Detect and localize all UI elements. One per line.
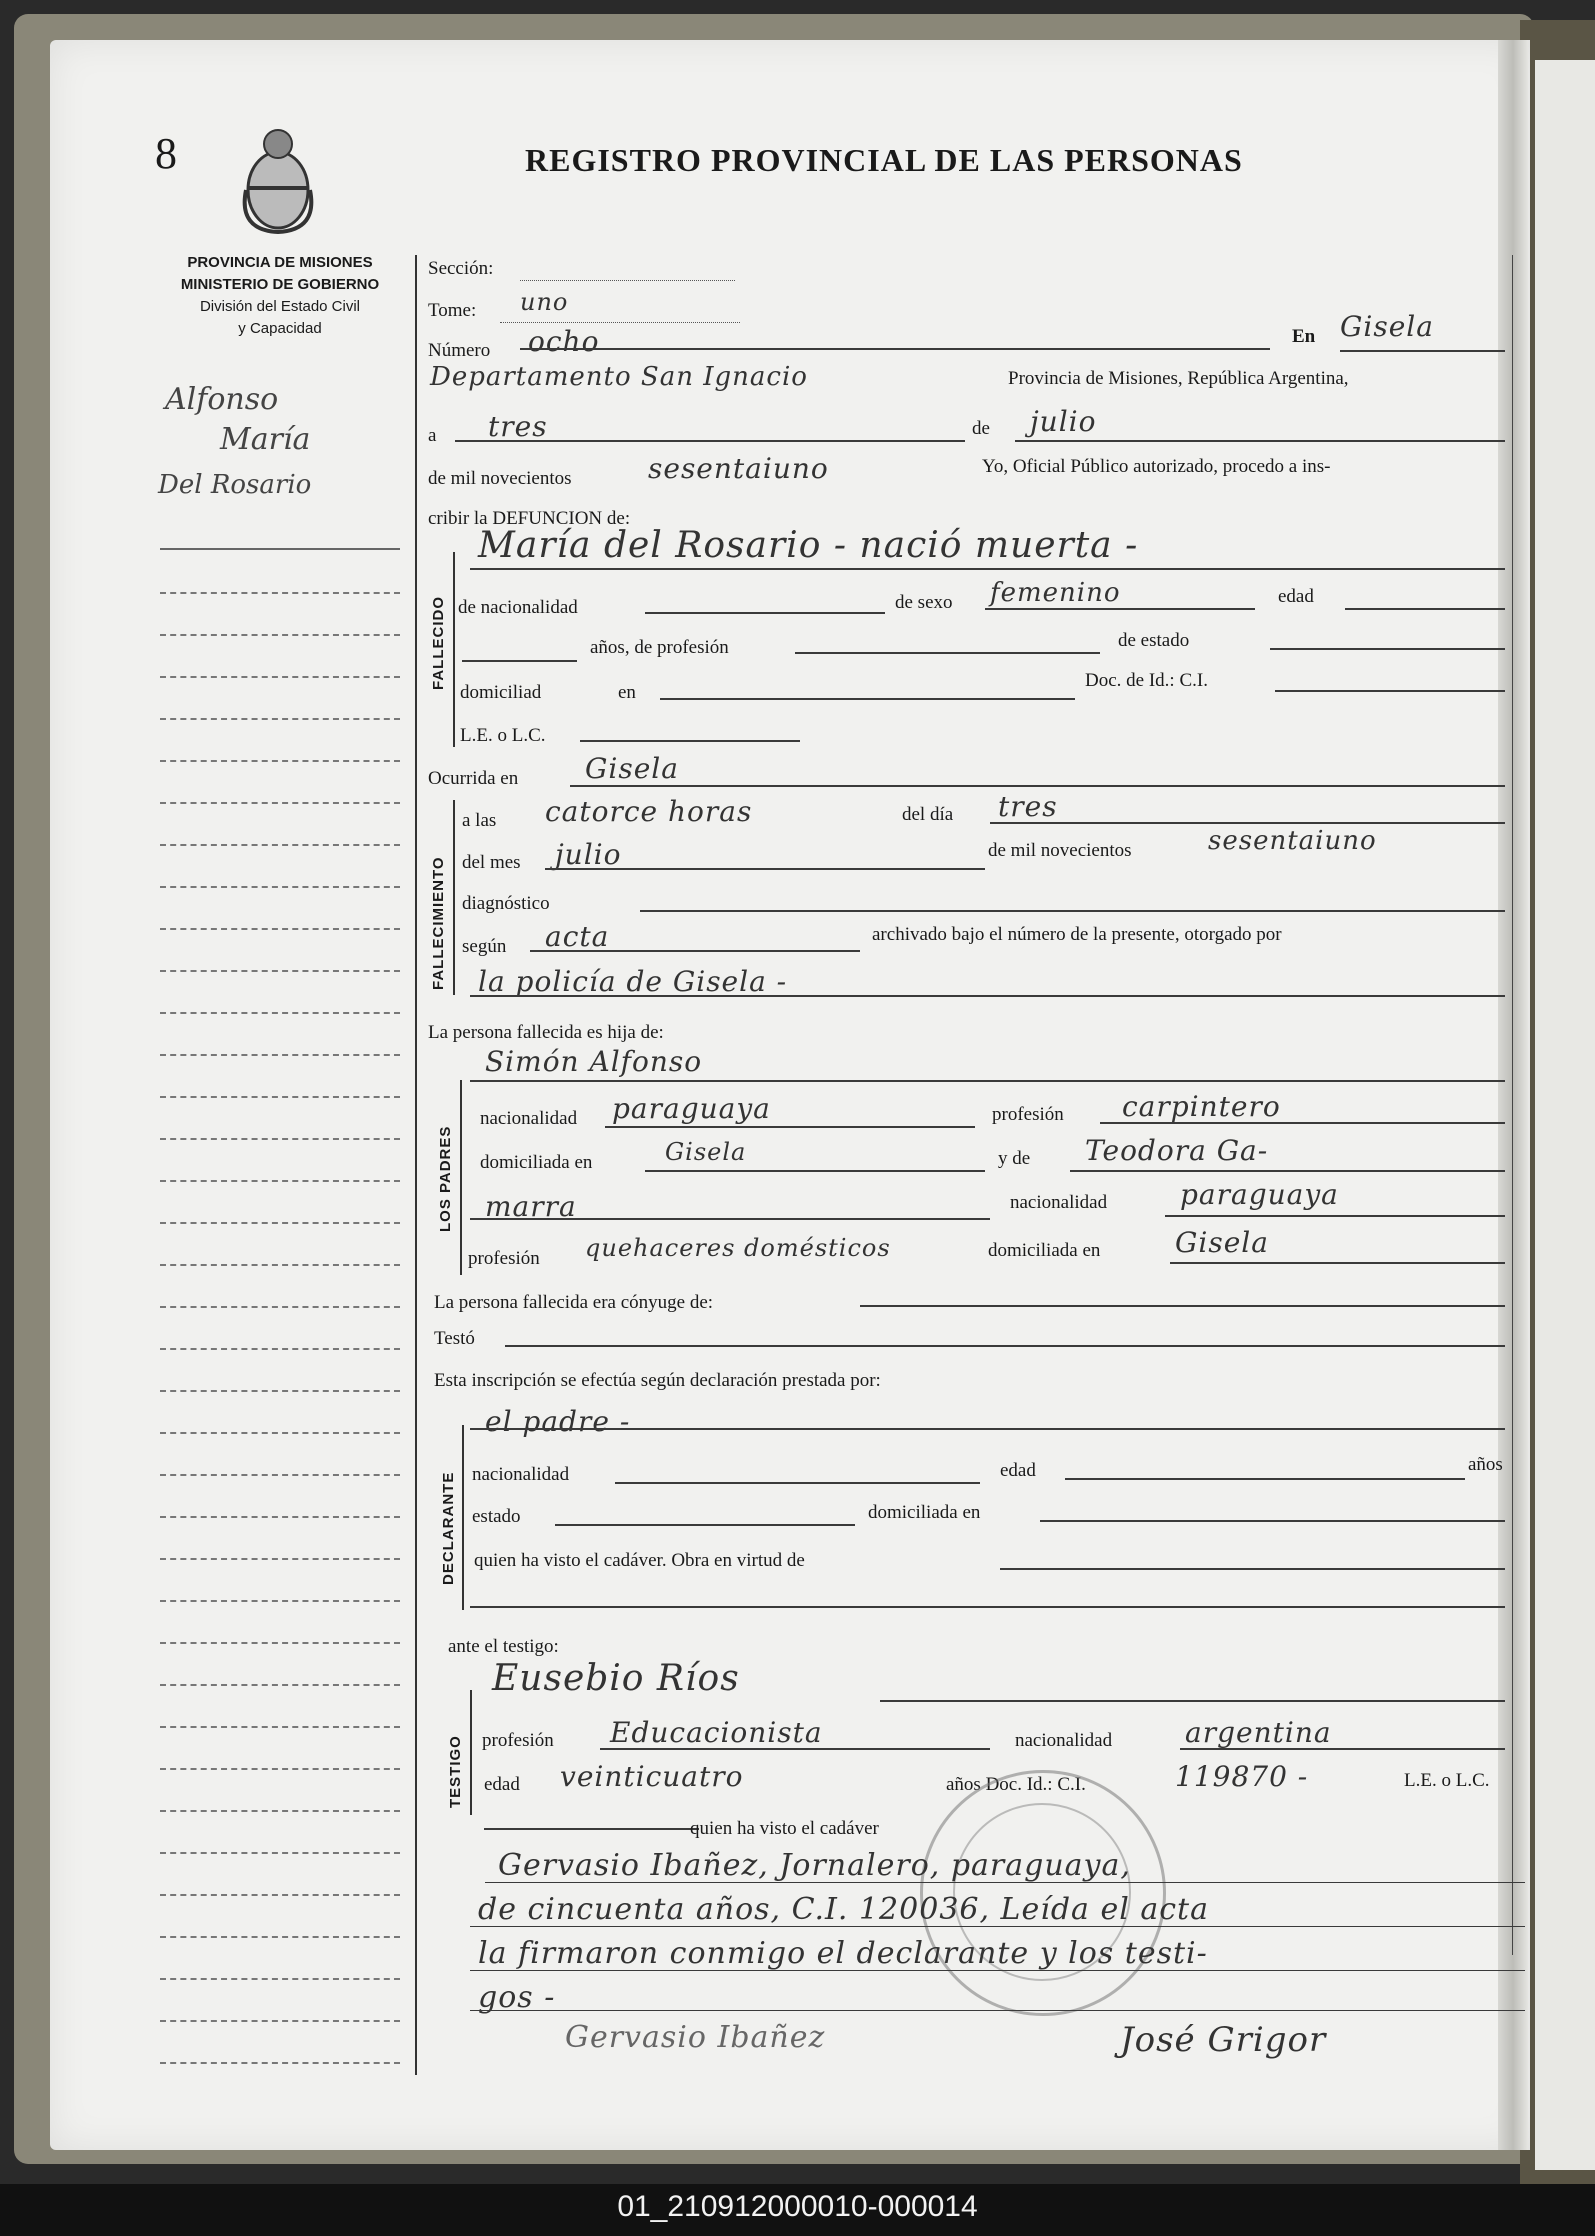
declarante-end-line <box>470 1606 1505 1608</box>
margin-rule-line <box>160 1558 400 1560</box>
diagnostico-line <box>640 910 1505 912</box>
t-anos-label: años Doc. Id.: C.I. <box>946 1774 1086 1795</box>
name-line <box>470 568 1505 570</box>
padre-dom-value: Gisela <box>665 1138 747 1166</box>
margin-rule-line <box>160 592 400 594</box>
padre-dom-line <box>645 1170 985 1172</box>
sexo-label: de sexo <box>895 592 953 613</box>
del-mes-label: del mes <box>462 852 521 873</box>
margin-rule-line <box>160 1474 400 1476</box>
anio2-value: sesentaiuno <box>1208 826 1377 856</box>
ocurrida-label: Ocurrida en <box>428 768 519 789</box>
nacionalidad-line <box>645 612 885 614</box>
del-dia-line <box>990 822 1505 824</box>
testigo-section: TESTIGO <box>447 1735 464 1808</box>
padre-prof-label: profesión <box>992 1104 1064 1125</box>
margin-rule-line <box>160 928 400 930</box>
madre2-line <box>470 1218 990 1220</box>
extra-rule-4 <box>470 2010 1525 2011</box>
hora-value: catorce horas <box>545 795 753 828</box>
margin-rule-line <box>160 2062 400 2064</box>
numero-line <box>520 348 1270 350</box>
madre-nac-label: nacionalidad <box>1010 1192 1108 1213</box>
d-estado-label: estado <box>472 1506 521 1527</box>
extra-line-4: gos - <box>478 1980 556 2015</box>
margin-rule-line <box>160 1600 400 1602</box>
margin-rule-line <box>160 1390 400 1392</box>
otorgado-value: la policía de Gisela - <box>478 965 788 998</box>
en-label: En <box>1292 326 1316 347</box>
tomo-label: Tome: <box>428 300 477 321</box>
inscripcion-label: Esta inscripción se efectúa según declaración prestada por: <box>434 1370 881 1391</box>
t-ci-value: 119870 - <box>1175 1760 1309 1793</box>
margin-rule-line <box>160 634 400 636</box>
margin-rule-line <box>160 1810 400 1812</box>
deceased-name: María del Rosario - nació muerta - <box>478 525 1139 566</box>
t-nacionalidad-line <box>1180 1748 1505 1750</box>
madre2-value: marra <box>485 1190 577 1223</box>
ocurrida-line <box>570 785 1505 787</box>
y-de-label: y de <box>998 1148 1031 1169</box>
estado-line <box>1270 648 1505 650</box>
d-domiciliada-label: domiciliada en <box>868 1502 981 1523</box>
margin-rule-line <box>160 1096 400 1098</box>
form-right-border <box>1512 255 1513 1955</box>
extra-rule-2 <box>470 1926 1525 1927</box>
margin-rule-line <box>160 1852 400 1854</box>
d-edad-label: edad <box>1000 1460 1036 1481</box>
madre-dom-line <box>1170 1262 1505 1264</box>
archivado-label: archivado bajo el número de la presente, otorgado por <box>872 924 1282 945</box>
madre-dom-value: Gisela <box>1175 1226 1269 1259</box>
testo-line <box>505 1345 1505 1347</box>
office-line: División del Estado Civil <box>199 298 361 315</box>
page-title: REGISTRO PROVINCIAL DE LAS PERSONAS <box>525 142 1243 178</box>
margin-name2: Del Rosario <box>158 470 312 500</box>
domicilio-line <box>660 698 1075 700</box>
provincia-label: Provincia de Misiones, República Argentina, <box>1008 368 1349 389</box>
d-edad-line <box>1065 1478 1465 1480</box>
padres-section: LOS PADRES <box>437 1125 454 1232</box>
le-label: L.E. o L.C. <box>460 725 546 746</box>
margin-rule-line <box>160 1138 400 1140</box>
margin-rule-line <box>160 1978 400 1980</box>
numero-value: ocho <box>528 325 600 358</box>
t-edad-label: edad <box>484 1774 520 1795</box>
t-quien-line <box>484 1828 699 1830</box>
a-label: a <box>428 425 437 446</box>
conyuge-line <box>860 1305 1505 1307</box>
margin-rule-line <box>160 1012 400 1014</box>
del-dia-value: tres <box>998 790 1058 823</box>
fallecimiento-bracket <box>453 800 455 995</box>
d-anos-label: años <box>1468 1454 1503 1475</box>
padre-line <box>470 1080 1505 1082</box>
margin-surname: Alfonso <box>165 382 279 417</box>
de-label: de <box>972 418 990 439</box>
extra-line-3: la firmaron conmigo el declarante y los testi- <box>478 1936 1208 1971</box>
margin-rule-line <box>160 718 400 720</box>
d-domiciliada-line <box>1040 1520 1505 1522</box>
t-profesion-line <box>600 1748 990 1750</box>
margin-rule-line <box>160 1894 400 1896</box>
margin-rule-line <box>160 1642 400 1644</box>
d-quien-label: quien ha visto el cadáver. Obra en virtud de <box>474 1550 805 1571</box>
margin-rule <box>160 548 400 550</box>
madre-dom-label: domiciliada en <box>988 1240 1101 1261</box>
anos-label: años, de profesión <box>590 637 729 658</box>
diagnostico-label: diagnóstico <box>462 893 550 914</box>
profesion-line <box>795 652 1100 654</box>
declarante-value: el padre - <box>485 1405 631 1438</box>
testigo-bracket <box>470 1690 472 1815</box>
declarante-section: DECLARANTE <box>440 1471 457 1585</box>
de-mil-label: de mil novecientos <box>428 468 572 489</box>
seccion-label: Sección: <box>428 258 494 279</box>
form-left-border <box>415 255 417 2075</box>
margin-rule-line <box>160 1222 400 1224</box>
margin-rule-line <box>160 1936 400 1938</box>
seccion-line <box>520 280 735 281</box>
madre-prof-value: quehaceres domésticos <box>585 1234 891 1262</box>
del-mes-value: julio <box>555 838 622 871</box>
sexo-line <box>985 608 1255 610</box>
a-las-label: a las <box>462 810 497 831</box>
yo-label: Yo, Oficial Público autorizado, procedo a ins- <box>982 456 1331 477</box>
page-number: 8 <box>155 129 177 178</box>
extra-line-1: Gervasio Ibañez, Jornalero, paraguaya, <box>498 1848 1131 1883</box>
extra-rule-1 <box>485 1882 1525 1883</box>
signature-2: José Grigor <box>1120 2020 1327 2060</box>
madre-nac-line <box>1165 1215 1505 1217</box>
ante-label: ante el testigo: <box>448 1636 559 1657</box>
ocurrida-value: Gisela <box>585 752 679 785</box>
dia-value: tres <box>488 410 548 443</box>
image-caption: 01_210912000010-000014 <box>617 2190 978 2223</box>
margin-rule-line <box>160 760 400 762</box>
cribir-label: cribir la DEFUNCION de: <box>428 508 631 529</box>
mes-value: julio <box>1030 405 1097 438</box>
office-line: PROVINCIA DE MISIONES <box>187 254 373 271</box>
fallecimiento-section: FALLECIMIENTO <box>430 856 447 990</box>
padre-nac-value: paraguaya <box>612 1092 771 1125</box>
padre-prof-line <box>1100 1122 1505 1124</box>
padres-bracket <box>460 1080 462 1275</box>
facing-page <box>1535 60 1595 2170</box>
padre-dom-label: domiciliada en <box>480 1152 593 1173</box>
extra-rule-3 <box>470 1970 1525 1971</box>
margin-rule-line <box>160 844 400 846</box>
margin-rule-line <box>160 970 400 972</box>
departamento-value: Departamento San Ignacio <box>430 362 808 392</box>
margin-rule-line <box>160 886 400 888</box>
signature-1: Gervasio Ibañez <box>565 2020 826 2055</box>
margin-rule-line <box>160 1726 400 1728</box>
t-quien-label: quien ha visto el cadáver <box>690 1818 879 1839</box>
fallecido-section: FALLECIDO <box>430 596 447 690</box>
t-nacionalidad-label: nacionalidad <box>1015 1730 1113 1751</box>
domiciliad-label: domiciliad <box>460 682 542 703</box>
margin-name: María <box>220 422 311 457</box>
en2-label: en <box>618 682 636 703</box>
margin-rule-line <box>160 1516 400 1518</box>
numero-label: Número <box>428 340 491 361</box>
extra-line-2: de cincuenta años, C.I. 120036, Leída el acta <box>478 1892 1209 1927</box>
le-line <box>580 740 800 742</box>
edad-label: edad <box>1278 586 1314 607</box>
testigo-line <box>880 1700 1505 1702</box>
mes-line <box>1015 440 1505 442</box>
anos-line <box>462 660 577 662</box>
d-quien-line <box>1000 1568 1505 1570</box>
hija-label: La persona fallecida es hija de: <box>428 1022 664 1043</box>
t-le-label: L.E. o L.C. <box>1404 1770 1490 1791</box>
en-value: Gisela <box>1340 310 1434 343</box>
page-binding <box>1498 40 1528 2150</box>
tomo-line <box>500 322 740 323</box>
estado-label: de estado <box>1118 630 1190 651</box>
en-line <box>1340 350 1505 352</box>
d-nacionalidad-label: nacionalidad <box>472 1464 570 1485</box>
t-profesion-label: profesión <box>482 1730 554 1751</box>
declarante-line <box>470 1428 1505 1430</box>
sexo-value: femenino <box>990 578 1121 608</box>
margin-rule-line <box>160 1348 400 1350</box>
fallecido-bracket <box>453 552 455 747</box>
dia-line <box>455 440 965 442</box>
t-edad-value: veinticuatro <box>560 1760 744 1793</box>
padre-nac-label: nacionalidad <box>480 1108 578 1129</box>
margin-rule-line <box>160 1768 400 1770</box>
margin-rule-line <box>160 1054 400 1056</box>
doc-line <box>1275 690 1505 692</box>
issuing-office <box>150 252 410 340</box>
del-mes-line <box>545 868 985 870</box>
segun-label: según <box>462 936 507 957</box>
padre-value: Simón Alfonso <box>485 1045 703 1078</box>
madre-prof-label: profesión <box>468 1248 540 1269</box>
t-nacionalidad-value: argentina <box>1185 1716 1332 1749</box>
conyuge-label: La persona fallecida era cónyuge de: <box>434 1292 714 1313</box>
d-estado-line <box>555 1524 855 1526</box>
margin-rule-line <box>160 1432 400 1434</box>
madre-line <box>1070 1170 1505 1172</box>
office-line: y Capacidad <box>238 320 322 337</box>
margin-rule-line <box>160 1180 400 1182</box>
padre-nac-line <box>605 1126 975 1128</box>
declarante-bracket <box>462 1425 464 1610</box>
margin-rule-line <box>160 1684 400 1686</box>
testigo-value: Eusebio Ríos <box>492 1658 740 1699</box>
otorgado-line <box>470 995 1505 997</box>
segun-value: acta <box>545 920 610 953</box>
padre-prof-value: carpintero <box>1122 1090 1281 1123</box>
margin-rule-line <box>160 802 400 804</box>
margin-rule-line <box>160 676 400 678</box>
margin-rule-line <box>160 1264 400 1266</box>
de-mil2-label: de mil novecientos <box>988 840 1132 861</box>
margin-rule-line <box>160 1306 400 1308</box>
madre-value: Teodora Ga- <box>1085 1134 1269 1167</box>
doc-label: Doc. de Id.: C.I. <box>1085 670 1208 691</box>
tomo-value: uno <box>520 288 569 316</box>
coat-of-arms-icon <box>238 120 318 240</box>
margin-rule-line <box>160 2020 400 2022</box>
d-nacionalidad-line <box>615 1482 980 1484</box>
office-line: MINISTERIO DE GOBIERNO <box>180 276 380 293</box>
madre-nac-value: paraguaya <box>1180 1178 1339 1211</box>
testo-label: Testó <box>434 1328 475 1349</box>
t-profesion-value: Educacionista <box>610 1716 823 1749</box>
del-dia-label: del día <box>902 804 954 825</box>
anio-value: sesentaiuno <box>648 452 829 485</box>
nacionalidad-label: de nacionalidad <box>458 597 578 618</box>
segun-line <box>530 950 860 952</box>
edad-line <box>1345 608 1505 610</box>
